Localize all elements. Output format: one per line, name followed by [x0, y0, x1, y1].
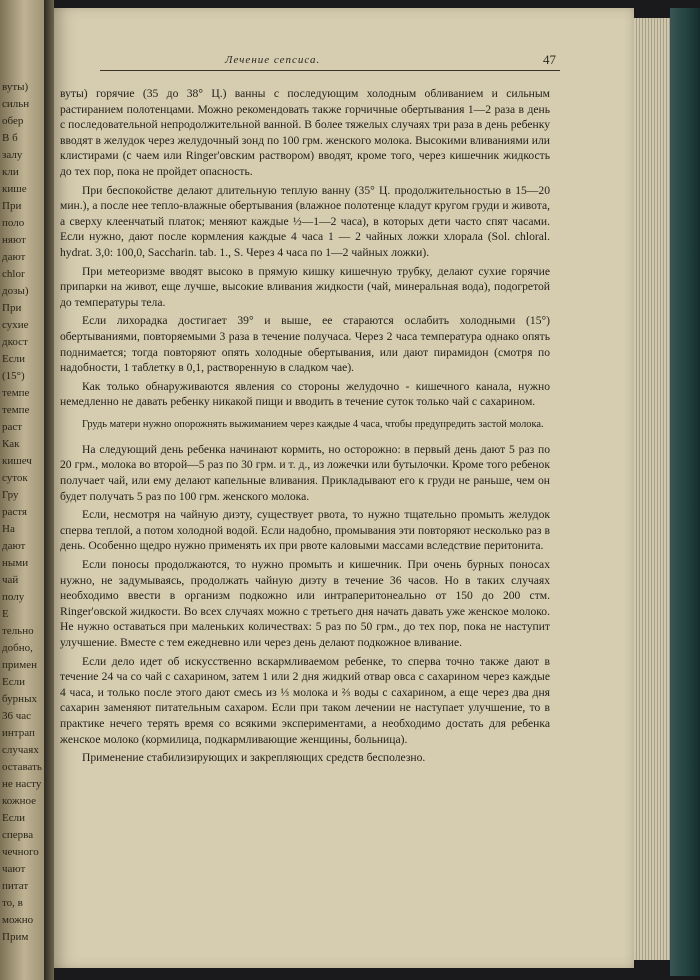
- left-page-fragment: При: [2, 302, 22, 314]
- left-page-fragment: кожное: [2, 795, 37, 807]
- left-page-fragment: Если: [2, 812, 25, 824]
- paragraph: Если поносы продолжаются, то нужно промыть и кишечник. При очень бурных поносах нужно, не задумываясь, продолжать чайную диэту в течение 36 часов. Но в таких случаях необходимо ввести в организм подкожно или интраперитонеально от 150 до 200 стм. Ringer'овской жидкости. Во всех случаях можно с третьего дня начать давать уже женское молоко. Не нужно оставаться при маленьких количествах: 5 раз по 50 грм., до тех пор, пока не наступит улучшение. Вместе с тем ежедневно или через день делают подкожное вливание.: [60, 558, 550, 649]
- paragraph: Как только обнаруживаются явления со стороны желудочно - кишечного канала, нужно немедленно не давать ребенку никакой пищи и вводить в течение суток только чай с сахарином.: [60, 379, 550, 409]
- paragraph: При беспокойстве делают длительную теплую ванну (35° Ц. продолжительностью в 15—20 мин.), а после нее тепло-влажные обертывания (влажное полотенце кладут кругом груди и живота, а сверху клеенчатый платок; меняют каждые ½—1—2 часа), в которых дети часто спят часами. Если нужно, дают после кормления каждые 4 часа 1 — 2 чайных ложки хлорала (Sol. chloral. hydrat. 3,0: 100,0, Saccharin. tab. 1., S. Через 4 часа по 1—2 чайных ложки).: [60, 183, 550, 259]
- left-page-fragment: На: [2, 523, 15, 535]
- running-title: Лечение сепсиса.: [225, 54, 321, 66]
- left-page-fragment: дают: [2, 251, 26, 263]
- left-page-fragment: вуты): [2, 81, 29, 93]
- left-page-fragment: сперва: [2, 829, 34, 841]
- left-page-fragment: сильн: [2, 98, 30, 110]
- book-cover: [670, 8, 700, 976]
- left-page-fragment: (15°): [2, 370, 25, 382]
- left-page-fragment: можно: [2, 914, 34, 926]
- left-page-fragment: дкост: [2, 336, 28, 348]
- left-page-fragment: тельно: [2, 625, 34, 637]
- left-page-fragment: чечного: [2, 846, 39, 858]
- left-page-fragment: чай: [2, 574, 19, 586]
- left-page-fragment: Если: [2, 353, 25, 365]
- page-header: [100, 52, 560, 71]
- left-page-fragment: суток: [2, 472, 28, 484]
- left-page-fragment: chlor: [2, 268, 25, 280]
- left-page-fragment: интрап: [2, 727, 35, 739]
- left-page-fragment: кли: [2, 166, 19, 178]
- small-note: Грудь матери нужно опорожнять выжиманием через каждые 4 часа, чтобы предупредить застой молока.: [82, 418, 544, 430]
- left-page-fragment: оставать: [2, 761, 42, 773]
- left-page-fragment: темпе: [2, 404, 30, 416]
- left-page-fragment: Как: [2, 438, 20, 450]
- left-page-fragment: 36 час: [2, 710, 32, 722]
- left-page-fragment: случаях: [2, 744, 39, 756]
- left-page-fragment: дают: [2, 540, 26, 552]
- left-page-fragment: добно,: [2, 642, 33, 654]
- left-page-fragment: няют: [2, 234, 26, 246]
- paragraph: Если лихорадка достигает 39° и выше, ее стараются ослабить холодными (15°) обертываниями, повторяемыми 3 раза в течение получаса. Через 2 часа температура однако опять поднимается; тогда повторяют опять холодные обертывания, или дают пирамидон (смотря по надобности, 1 таблетку в 0,1, растворенную в сладком чае).: [60, 314, 550, 375]
- paragraph: При метеоризме вводят высоко в прямую кишку кишечную трубку, делают сухие горячие припарки на живот, еще лучше, высокие вливания жидкости (чай, минеральная вода), подогретой до температуры тела.: [60, 264, 550, 309]
- left-page-fragment: кишеч: [2, 455, 32, 467]
- paragraph: Если, несмотря на чайную диэту, существует рвота, то нужно тщательно промыть желудок сперва теплой, а потом холодной водой. Если надобно, промывания эти повторяют несколько раз в день. Особенно щедро нужно применять их при рвоте каловыми массами вследствие перитонита.: [60, 508, 550, 553]
- paragraph: Применение стабилизирующих и закрепляющих средств бесполезно.: [82, 751, 426, 765]
- left-page-fragment: поло: [2, 217, 25, 229]
- left-page-fragment: темпе: [2, 387, 30, 399]
- left-page-fragment: примен: [2, 659, 38, 671]
- left-page-fragment: раст: [2, 421, 23, 433]
- left-page-fragment: полу: [2, 591, 25, 603]
- left-page-fragment: сухие: [2, 319, 29, 331]
- left-page-fragment: кише: [2, 183, 27, 195]
- page-number: 47: [543, 52, 556, 67]
- left-page-fragment: При: [2, 200, 22, 212]
- paragraph: На следующий день ребенка начинают кормить, но осторожно: в первый день дают 5 раз по 20 грм., молока во второй—5 раз по 30 грм. и т. д., из ложечки или бутылочки. Кроме того ребенок получает чай, или ему делают капельные вливания. Прикладывают его к груди не раньше, чем он будет получать 5 раз по 100 грм. женского молока.: [60, 442, 550, 503]
- left-page-fragment: чают: [2, 863, 26, 875]
- left-page-fragment: Гру: [2, 489, 19, 501]
- left-page-fragment: растя: [2, 506, 27, 518]
- left-page-fragment: Е: [2, 608, 9, 620]
- page-edges: [634, 18, 670, 960]
- page-text: [60, 86, 550, 769]
- left-page-fragment: дозы): [2, 285, 29, 297]
- left-page-fragment: обер: [2, 115, 24, 127]
- left-page-fragment: бурных: [2, 693, 37, 705]
- left-page-fragment: Если: [2, 676, 25, 688]
- left-page-fragment: то, в: [2, 897, 23, 909]
- paragraph: Если дело идет об искусственно вскармливаемом ребенке, то сперва точно также дают в течение 24 ча со чай с сахарином, затем 1 или 2 дня жидкий отвар овса с сахарином через каждые 4 часа, и только после этого дают смесь из ⅓ молока и ⅔ воды с сахарином, а еще через два дня сахарин заменяют питательным сахаром. Если при таком лечении не наступает улучшение, то в практике нечего терять время со всякими экспериментами, а необходимо достать для ребенка женское молоко (кормилица, подкармливающие женщины, больница).: [60, 654, 550, 746]
- paragraph: вуты) горячие (35 до 38° Ц.) ванны с последующим холодным обливанием и сильным растиранием полотенцами. Можно рекомендовать также горчичные обертывания 1—2 раза в день с последовательной непродолжительной ванной. В более тяжелых случаях три раза в день ребенку вводят в желудок через желудочный зонд по 100 грм. женского молока. Высокими вливаниями или клистирами (с чаем или Ringer'овским раствором) вводят, кроме того, через кишечник жидкость до тех пор, пока не пройдет опасность.: [60, 87, 550, 178]
- left-page-fragment: питат: [2, 880, 29, 892]
- book-gutter: [44, 0, 54, 980]
- left-page-fragment: не насту: [2, 778, 42, 790]
- left-page-fragment: Прим: [2, 931, 29, 943]
- left-page-edge: [0, 0, 44, 980]
- left-page-fragment: В б: [2, 132, 18, 144]
- left-page-fragment: ными: [2, 557, 29, 569]
- left-page-fragment: залу: [2, 149, 23, 161]
